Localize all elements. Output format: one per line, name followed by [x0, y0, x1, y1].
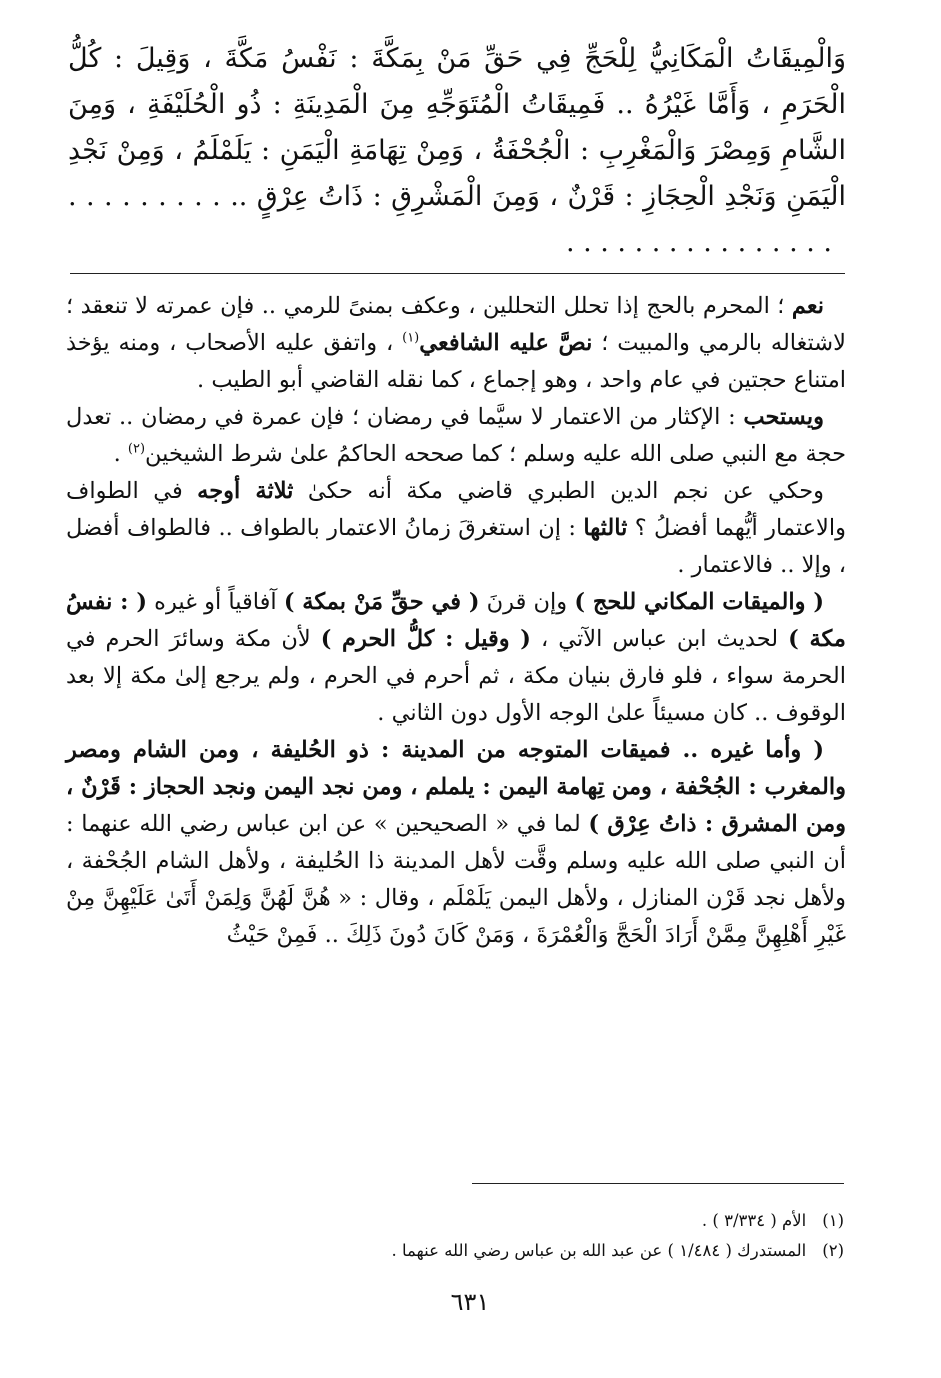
footnote-number: (١)	[822, 1211, 844, 1230]
commentary-block	[66, 288, 846, 954]
commentary-paragraph-3	[66, 473, 846, 584]
commentary-text: .	[113, 441, 128, 467]
bold-term: نصَّ عليه الشافعي	[419, 330, 593, 356]
matn-text: وَالْمِيقَاتُ الْمَكَانِيُّ لِلْحَجِّ فِي حَقِّ مَنْ بِمَكَّةَ : نَفْسُ مَكَّةَ ، وَقِيلَ : كُلُّ الْحَرَمِ ، وَأَمَّا غَيْرُهُ .. فَمِيقَاتُ الْمُتَوَجِّهِ مِنَ الْمَدِينَةِ : ذُو الْحُلَيْفَةِ ، وَمِنَ الشَّامِ وَمِصْرَ وَالْمَغْرِبِ : الْجُحْفَةُ ، وَمِنْ تِهَامَةِ الْيَمَنِ : يَلَمْلَمُ ، وَمِنْ نَجْدِ الْيَمَنِ وَنَجْدِ الْحِجَازِ : قَرْنٌ ، وَمِنَ الْمَشْرِقِ : ذَاتُ عِرْقٍ .	[68, 43, 846, 212]
commentary-paragraph-4	[66, 584, 846, 732]
footnote-2	[200, 1236, 844, 1266]
commentary-text: : الإكثار من الاعتمار لا سيَّما في رمضان ؛ فإن عمرة في رمضان .. تعدل حجة مع النبي صلى الله عليه وسلم ؛ كما صححه الحاكمُ علىٰ شرط الشيخين	[66, 404, 846, 467]
bold-term: ثلاثة أوجه	[197, 478, 294, 504]
matn-dots: . . . . . . . . . . . . . . . . . . . . . . . . . .	[68, 181, 832, 258]
commentary-text: في الطواف والاعتمار أيُّهما أفضلُ ؟	[66, 478, 847, 541]
commentary-text: : إن استغرقَ زمانُ الاعتمار بالطواف .. فالطواف أفضل ، وإلا .. فالاعتمار .	[66, 515, 846, 578]
quoted-matn: ( وأما غيره .. فميقات المتوجه من المدينة : ذو الحُليفة ، ومن الشام ومصر والمغرب : الجُحْفة ، ومن تِهامة اليمن : يلملم ، ومن نجد اليمن ونجد الحجاز : قَرْنٌ ، ومن المشرق : ذاتُ عِرْق )	[66, 737, 846, 837]
quoted-matn: ( في حقِّ مَنْ بمكة )	[283, 589, 480, 615]
bold-term: نعم	[791, 293, 824, 319]
footnote-number: (٢)	[822, 1241, 844, 1260]
footnote-ref: (١)	[402, 330, 420, 346]
bold-term: ثالثها	[583, 515, 628, 541]
commentary-paragraph-2	[66, 399, 846, 473]
commentary-text: وحكي عن نجم الدين الطبري قاضي مكة أنه حكىٰ	[293, 478, 825, 504]
matn-text-block	[68, 36, 846, 266]
footnote-text: المستدرك ( ١/٤٨٤ ) عن عبد الله بن عباس رضي الله عنهما .	[391, 1241, 807, 1260]
commentary-text: لحديث ابن عباس الآتي ،	[530, 626, 789, 652]
matn-separator-rule	[70, 273, 845, 274]
quoted-matn: ( والميقات المكاني للحج )	[574, 589, 824, 615]
commentary-text: وإن قرنَ	[479, 589, 575, 615]
bold-term: ويستحب	[743, 404, 824, 430]
commentary-text: ، واتفق عليه الأصحاب ، ومنه يؤخذ امتناع حجتين في عام واحد ، وهو إجماع ، كما نقله القاضي أبو الطيب .	[66, 330, 846, 393]
commentary-paragraph-1	[66, 288, 846, 399]
footnote-text: الأم ( ٣/٣٣٤ ) .	[701, 1211, 807, 1230]
commentary-text: لما في « الصحيحين » عن ابن عباس رضي الله عنهما : أن النبي صلى الله عليه وسلم وقَّت لأهل المدينة ذا الحُليفة ، ولأهل الشام الجُحْفة ، ولأهل نجد قَرْن المنازل ، ولأهل اليمن يَلَمْلَم ، وقال : « هُنَّ لَهُنَّ وَلِمَنْ أَتَىٰ عَلَيْهِنَّ مِنْ غَيْرِ أَهْلِهِنَّ مِمَّنْ أَرَادَ الْحَجَّ وَالْعُمْرَةَ ، وَمَنْ كَانَ دُونَ ذَلِكَ .. فَمِنْ حَيْثُ	[66, 811, 846, 948]
quoted-matn: ( وقيل : كلُّ الحرم )	[320, 626, 531, 652]
footnote-1	[200, 1206, 844, 1236]
quoted-matn: ( : نفسُ مكة )	[66, 589, 846, 652]
commentary-text: ؛ المحرم بالحج إذا تحلل التحللين ، وعكف بمنىً للرمي .. فإن عمرته لا تنعقد ؛ لاشتغاله بالرمي والمبيت ؛	[66, 293, 846, 356]
commentary-paragraph-5	[66, 732, 846, 954]
footnote-separator-rule	[472, 1183, 844, 1184]
commentary-text: آفاقياً أو غيره	[146, 589, 284, 615]
commentary-text: لأن مكة وسائرَ الحرم في الحرمة سواء ، فلو فارق بنيان مكة ، ثم أحرم في الحرم ، ولم يرجع إلىٰ مكة إلا بعد الوقوف .. كان مسيئاً علىٰ الوجه الأول دون الثاني .	[66, 626, 846, 726]
page-number: ٦٣١	[450, 1288, 490, 1316]
footnotes-block	[200, 1206, 844, 1266]
footnote-ref: (٢)	[127, 441, 146, 457]
